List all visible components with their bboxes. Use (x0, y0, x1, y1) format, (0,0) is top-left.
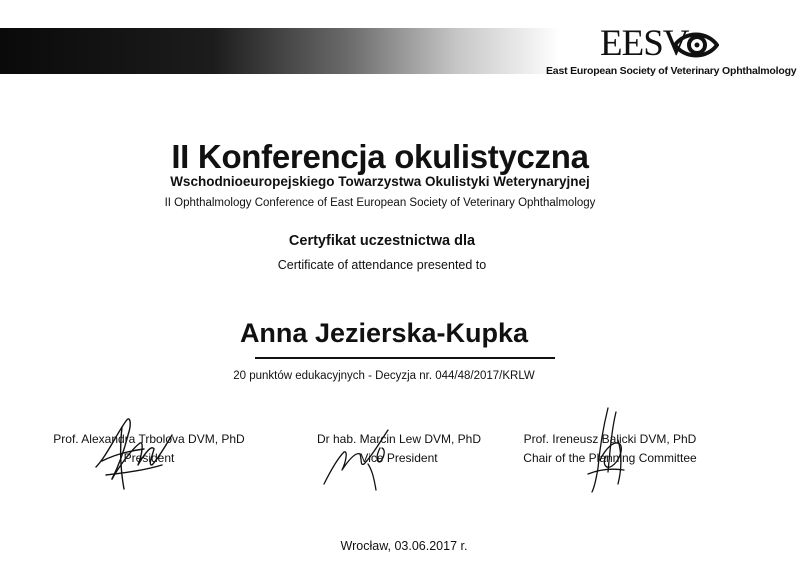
recipient-name: Anna Jezierska-Kupka (239, 318, 529, 348)
handwritten-signature-vice-president (318, 418, 418, 494)
certificate-heading-pl: Certyfikat uczestnictwa dla (288, 233, 476, 249)
conference-title: II Konferencja okulistyczna (171, 138, 589, 175)
eye-icon (673, 28, 719, 62)
organization-name: East European Society of Veterinary Ophthalmology (546, 65, 797, 77)
conference-subtitle-pl: Wschodnioeuropejskiego Towarzystwa Okulistyki Weterynaryjnej (170, 174, 590, 189)
signatory-role: President (123, 451, 175, 465)
header-gradient-band (0, 28, 560, 74)
eesvo-logo (600, 24, 710, 64)
place-and-date: Wrocław, 03.06.2017 r. (340, 539, 468, 553)
signatory-name: Dr hab. Marcin Lew DVM, PhD (316, 432, 482, 446)
signatory-name: Prof. Ireneusz Balicki DVM, PhD (523, 432, 697, 446)
logo-text: EESV (600, 23, 689, 64)
certificate-heading-en: Certificate of attendance presented to (277, 258, 487, 272)
handwritten-signature-president (82, 405, 182, 497)
signatory-name: Prof. Alexandra Trbolova DVM, PhD (53, 432, 245, 446)
signatory-role: Chair of the Planning Committee (523, 451, 697, 465)
recipient-underline (255, 357, 555, 359)
education-points: 20 punktów edukacyjnych - Decyzja nr. 044/48/2017/KRLW (233, 370, 535, 382)
conference-subtitle-en: II Ophthalmology Conference of East European Society of Veterinary Ophthalmology (164, 197, 596, 209)
handwritten-signature-planning-chair (572, 400, 642, 496)
signatory-role: Vice President (360, 451, 438, 465)
